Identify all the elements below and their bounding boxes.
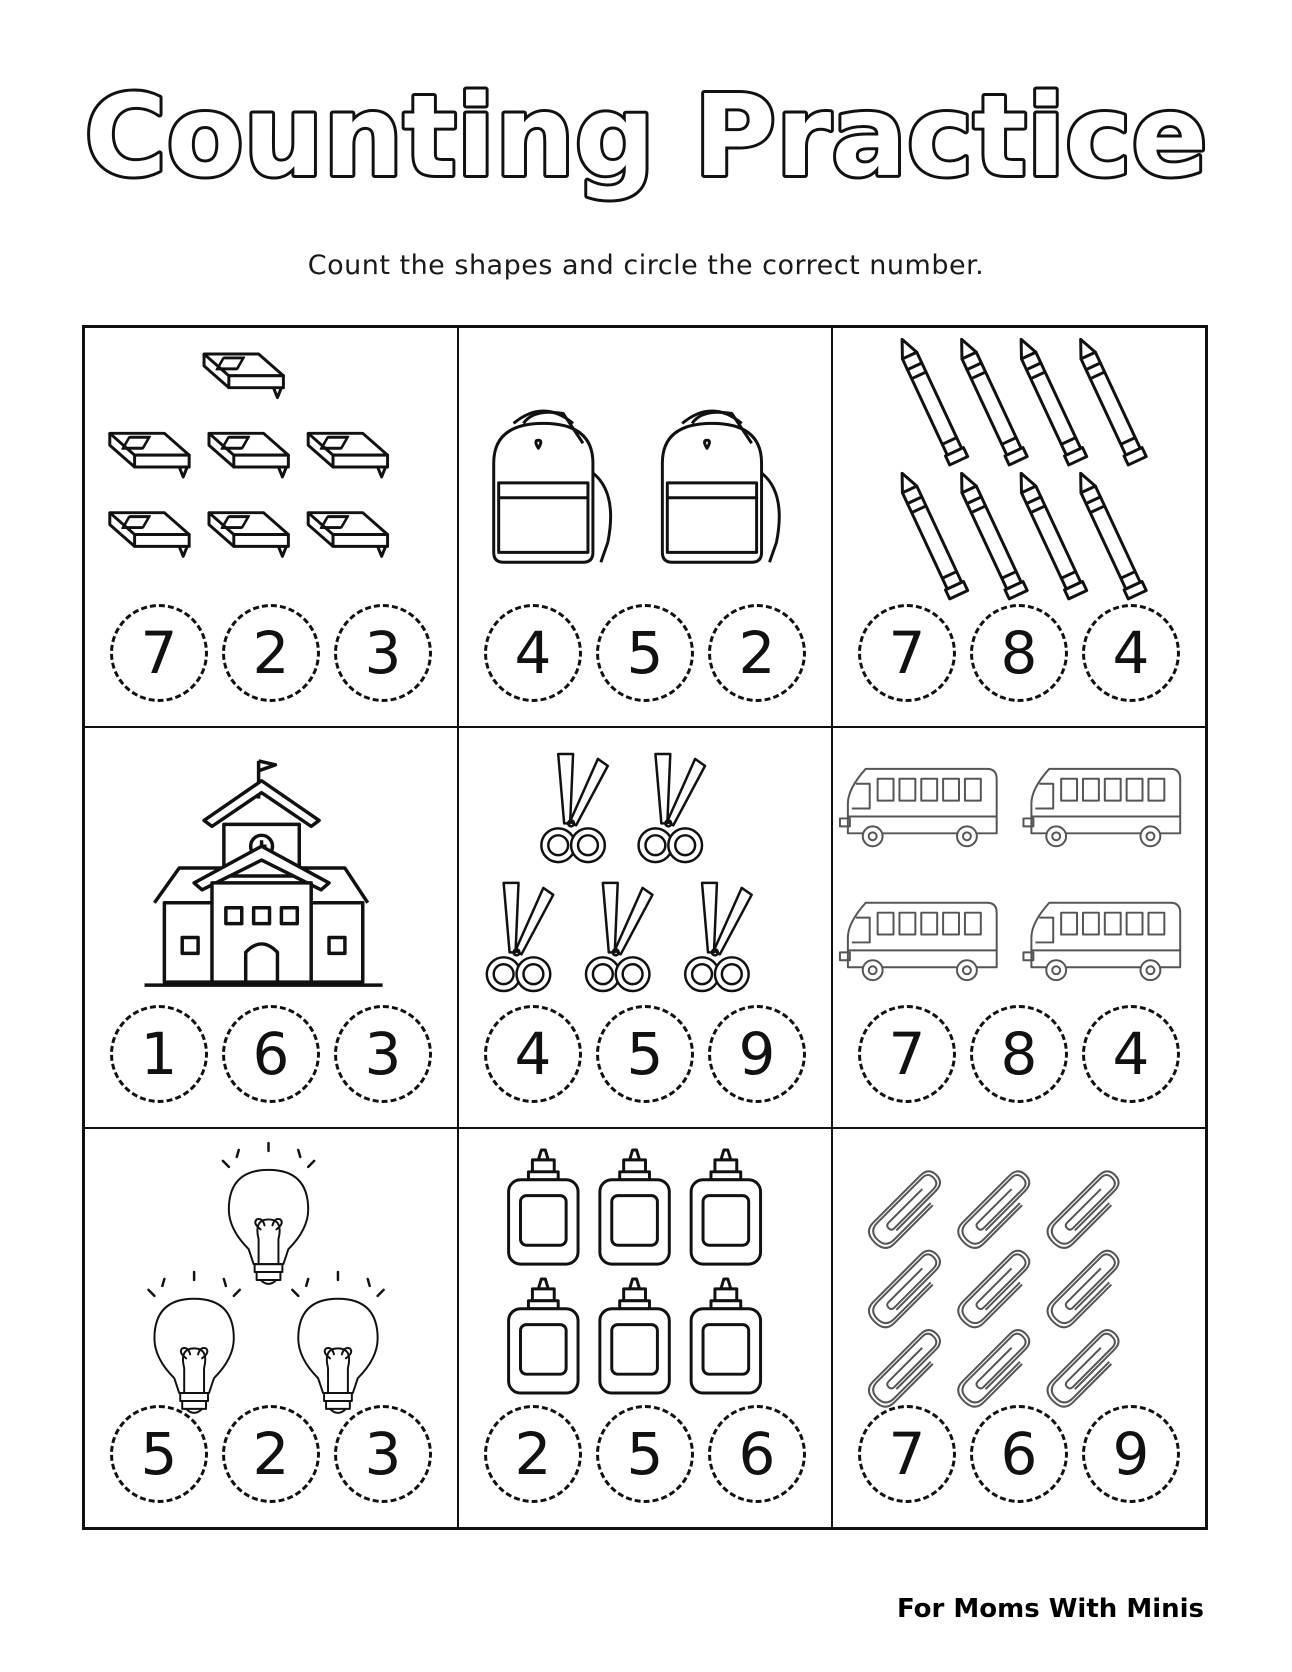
backpack-icon	[459, 328, 831, 618]
answer-options	[85, 1405, 457, 1509]
answer-options	[85, 604, 457, 708]
answer-options	[459, 1005, 831, 1109]
answer-circle[interactable]: 4	[1082, 604, 1180, 702]
answer-circle[interactable]: 2	[222, 604, 320, 702]
answer-circle[interactable]: 9	[1082, 1405, 1180, 1503]
answer-circle[interactable]: 6	[970, 1405, 1068, 1503]
cell-backpacks	[458, 327, 832, 727]
paper-clip-icon	[833, 1129, 1205, 1419]
cell-light-bulbs	[84, 1128, 458, 1528]
answer-options	[459, 604, 831, 708]
answer-circle[interactable]: 4	[484, 604, 582, 702]
school-house-icon	[85, 728, 457, 1018]
counting-grid	[82, 325, 1208, 1530]
scissors-icon	[459, 728, 831, 1018]
title-text: Counting Practice	[84, 72, 1208, 202]
answer-options	[833, 1005, 1205, 1109]
book-icon	[85, 328, 457, 618]
cell-books	[84, 327, 458, 727]
answer-circle[interactable]: 2	[222, 1405, 320, 1503]
footer-brand: For Moms With Minis	[896, 1594, 1204, 1624]
answer-circle[interactable]: 7	[858, 604, 956, 702]
answer-circle[interactable]: 4	[484, 1005, 582, 1103]
school-bus-icon	[833, 728, 1205, 1018]
answer-circle[interactable]: 4	[1082, 1005, 1180, 1103]
answer-circle[interactable]: 2	[708, 604, 806, 702]
light-bulb-icon	[85, 1129, 457, 1419]
answer-circle[interactable]: 3	[334, 1005, 432, 1103]
cell-glue-bottles	[458, 1128, 832, 1528]
answer-circle[interactable]: 1	[110, 1005, 208, 1103]
answer-circle[interactable]: 5	[596, 1405, 694, 1503]
answer-circle[interactable]: 5	[596, 1005, 694, 1103]
glue-bottle-icon	[459, 1129, 831, 1419]
answer-options	[459, 1405, 831, 1509]
answer-options	[833, 604, 1205, 708]
answer-circle[interactable]: 3	[334, 604, 432, 702]
answer-circle[interactable]: 8	[970, 604, 1068, 702]
cell-school	[84, 727, 458, 1127]
cell-buses	[832, 727, 1206, 1127]
answer-circle[interactable]: 2	[484, 1405, 582, 1503]
answer-circle[interactable]: 5	[596, 604, 694, 702]
cell-scissors	[458, 727, 832, 1127]
answer-options	[85, 1005, 457, 1109]
answer-circle[interactable]: 5	[110, 1405, 208, 1503]
answer-options	[833, 1405, 1205, 1509]
answer-circle[interactable]: 6	[708, 1405, 806, 1503]
cell-paper-clips	[832, 1128, 1206, 1528]
answer-circle[interactable]: 9	[708, 1005, 806, 1103]
worksheet-title	[0, 55, 1292, 225]
answer-circle[interactable]: 3	[334, 1405, 432, 1503]
answer-circle[interactable]: 7	[110, 604, 208, 702]
answer-circle[interactable]: 7	[858, 1405, 956, 1503]
cell-crayons	[832, 327, 1206, 727]
crayon-icon	[833, 328, 1205, 618]
answer-circle[interactable]: 7	[858, 1005, 956, 1103]
answer-circle[interactable]: 6	[222, 1005, 320, 1103]
instructions: Count the shapes and circle the correct number.	[307, 250, 985, 281]
answer-circle[interactable]: 8	[970, 1005, 1068, 1103]
